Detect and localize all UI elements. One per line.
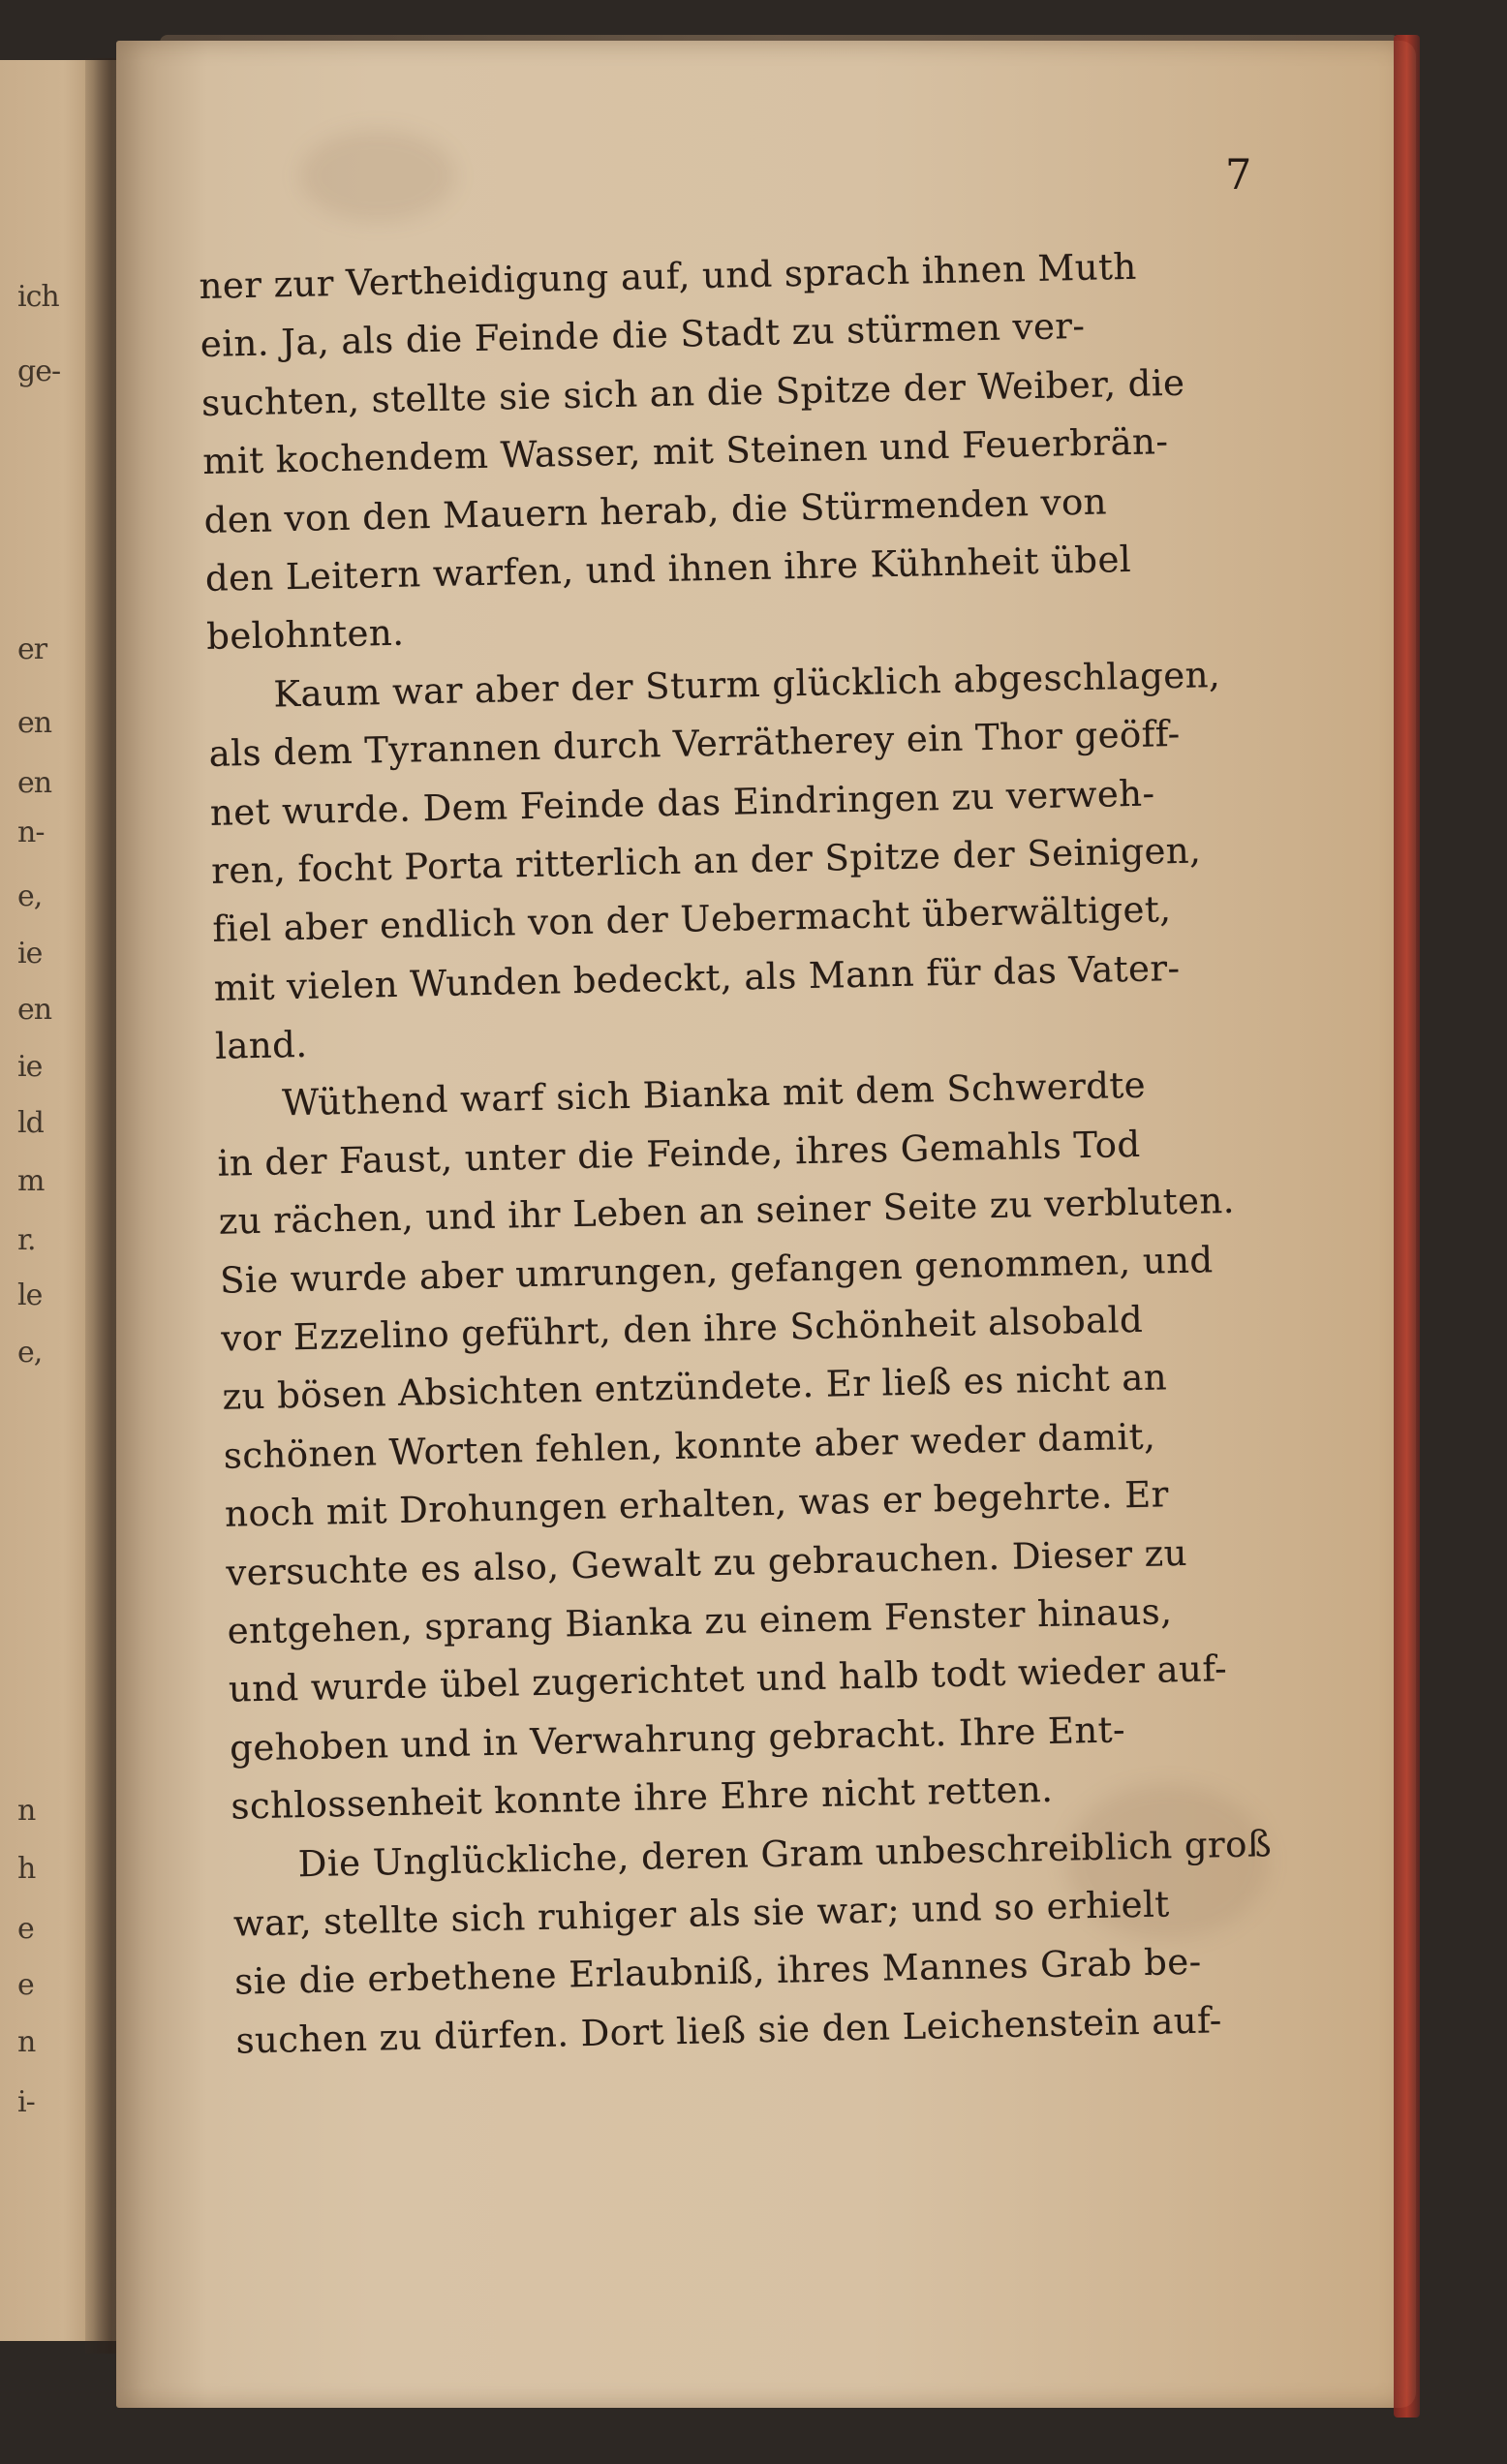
text-line: ner zur Vertheidigung auf, und sprach ihnen Muth	[199, 245, 1138, 307]
text-line: mit kochendem Wasser, mit Steinen und Feuerbrän-	[201, 420, 1169, 483]
page-number: 7	[1225, 151, 1252, 200]
text-line: schönen Worten fehlen, konnte aber weder damit,	[223, 1415, 1156, 1477]
left-fragment: ich	[17, 280, 59, 314]
text-line: war, stellte sich ruhiger als sie war; und so erhielt	[232, 1883, 1171, 1945]
left-fragment: en	[17, 993, 52, 1027]
left-fragment: ie	[17, 1050, 43, 1084]
text-line: zu bösen Absichten entzündete. Er ließ es nicht an	[222, 1356, 1168, 1419]
left-fragment: e	[17, 1968, 34, 2002]
red-page-edge	[1394, 35, 1420, 2418]
left-fragment: er	[17, 632, 47, 666]
text-line: belohnten.	[205, 611, 405, 659]
left-fragment: e,	[17, 879, 43, 913]
text-line: versuchte es also, Gewalt zu gebrauchen. Dieser zu	[225, 1531, 1188, 1594]
text-line: entgehen, sprang Bianka zu einem Fenster hinaus,	[227, 1590, 1173, 1652]
left-fragment: r.	[17, 1223, 36, 1257]
left-fragment: m	[17, 1164, 45, 1198]
left-fragment: h	[17, 1852, 36, 1886]
text-line: sie die erbethene Erlaubniß, ihres Mannes Grab be-	[233, 1941, 1203, 2003]
text-line: den von den Mauern herab, die Stürmenden von	[203, 479, 1108, 541]
text-line: gehoben und in Verwahrung gebracht. Ihre Ent-	[229, 1709, 1126, 1770]
text-line: zu rächen, und ihr Leben an seiner Seite zu verbluten.	[218, 1180, 1236, 1244]
text-line: Sie wurde aber umrungen, gefangen genommen, und	[219, 1238, 1214, 1302]
text-line: fiel aber endlich von der Uebermacht überwältiget,	[212, 888, 1172, 951]
left-fragment: e,	[17, 1336, 43, 1370]
text-line: in der Faust, unter die Feinde, ihres Gemahls Tod	[217, 1123, 1141, 1185]
text-line: land.	[214, 1023, 308, 1067]
left-page-text-fragments	[17, 0, 85, 2464]
left-fragment: e	[17, 1912, 34, 1946]
left-fragment: n-	[17, 816, 45, 849]
text-line: suchten, stellte sie sich an die Spitze der Weiber, die	[200, 361, 1185, 424]
text-line: mit vielen Wunden bedeckt, als Mann für das Vater-	[213, 946, 1181, 1009]
left-fragment: ie	[17, 937, 43, 970]
text-line: als dem Tyrannen durch Verrätherey ein Thor geöff-	[208, 713, 1182, 776]
left-fragment: i-	[17, 2085, 35, 2119]
text-line: den Leitern warfen, und ihnen ihre Kühnheit übel	[204, 538, 1132, 600]
paper-stain	[300, 130, 455, 222]
text-line: noch mit Drohungen erhalten, was er begehrte. Er	[224, 1473, 1170, 1535]
text-line: Kaum war aber der Sturm glücklich abgeschlagen,	[273, 653, 1221, 716]
left-fragment: ld	[17, 1106, 44, 1140]
left-fragment: le	[17, 1278, 43, 1312]
text-line: schlossenheit konnte ihre Ehre nicht retten.	[231, 1769, 1054, 1828]
text-line: net wurde. Dem Feinde das Eindringen zu verweh-	[209, 771, 1155, 834]
left-fragment: n	[17, 2025, 36, 2059]
text-line: ein. Ja, als die Feinde die Stadt zu stürmen ver-	[200, 305, 1086, 366]
text-line: ren, focht Porta ritterlich an der Spitze der Seinigen,	[210, 829, 1202, 892]
text-line: vor Ezzelino geführt, den ihre Schönheit alsobald	[220, 1298, 1144, 1360]
text-line: und wurde übel zugerichtet und halb todt wieder auf-	[228, 1648, 1228, 1711]
page-body-text	[199, 235, 1316, 2071]
left-fragment: en	[17, 766, 52, 800]
left-fragment: n	[17, 1794, 36, 1828]
text-line: Die Unglückliche, deren Gram unbeschreiblich groß	[297, 1822, 1273, 1885]
text-line: suchen zu dürfen. Dort ließ sie den Leichenstein auf-	[235, 1998, 1223, 2062]
left-fragment: en	[17, 706, 52, 740]
left-fragment: ge-	[17, 354, 61, 388]
text-line: Wüthend warf sich Bianka mit dem Schwerdte	[281, 1064, 1147, 1124]
